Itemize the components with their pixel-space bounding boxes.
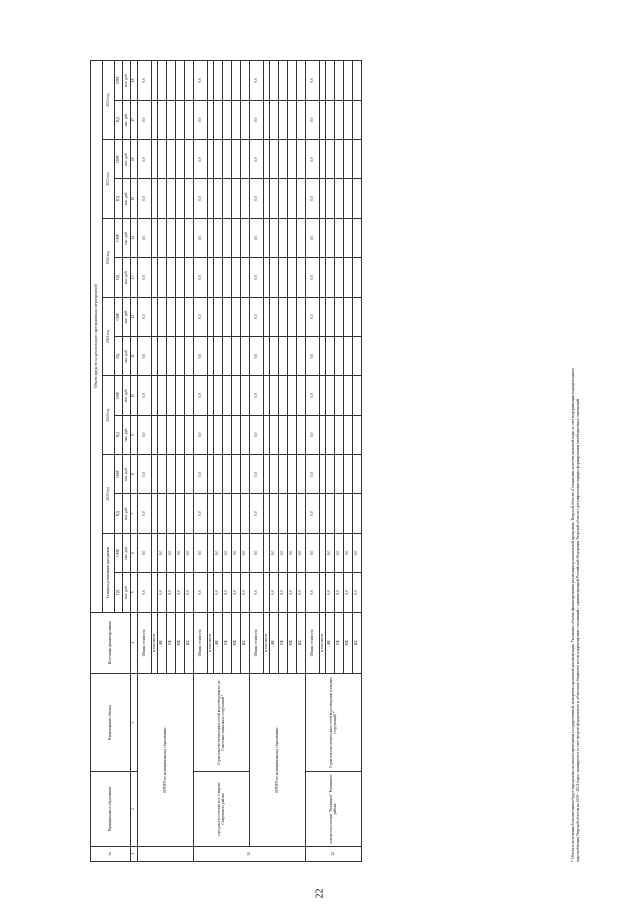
- col-number: 14: [131, 218, 138, 257]
- col-number: 4: [131, 612, 138, 673]
- value-cell: 0,0: [194, 297, 208, 336]
- col-number: 11: [131, 336, 138, 375]
- value-cell: 0,0: [306, 415, 320, 454]
- value-cell: 0,0: [194, 140, 208, 179]
- value-cell: 0,0: [250, 573, 264, 612]
- value-cell: 0,0: [194, 336, 208, 375]
- pd-header: ПД: [115, 573, 123, 612]
- source-vb: ВБ: [353, 612, 362, 673]
- col-number: 15: [131, 179, 138, 218]
- object-name: Строительство пешеходных сетей водоотведения (сельских сооружений) *: [306, 673, 362, 771]
- value-cell: 0,0: [138, 376, 152, 415]
- year-2022-header: 2022 год: [103, 218, 115, 297]
- unit-header: тыс. руб.: [123, 494, 131, 533]
- value-cell: 0,0: [194, 533, 208, 572]
- value-cell: 0,0: [306, 297, 320, 336]
- unit-header: тыс. руб.: [123, 533, 131, 572]
- col-number: 16: [131, 140, 138, 179]
- source-vb: ВБ: [185, 612, 194, 673]
- value-cell: 0,0: [138, 140, 152, 179]
- value-cell: 0,0: [250, 336, 264, 375]
- value-cell: 0,0: [250, 218, 264, 257]
- col-number: 9: [131, 415, 138, 454]
- col-number: 18: [131, 61, 138, 101]
- value-cell: 0,0: [158, 533, 167, 572]
- source-ob: ОБ: [223, 612, 232, 673]
- value-cell: 0,0: [167, 573, 176, 612]
- value-cell: 0,0: [185, 533, 194, 572]
- pd-header: ПД: [115, 258, 123, 297]
- value-cell: 0,0: [194, 61, 208, 101]
- col-number: 7: [131, 494, 138, 533]
- value-cell: 0,0: [270, 573, 279, 612]
- value-cell: 0,0: [138, 336, 152, 375]
- col-number: 10: [131, 376, 138, 415]
- value-cell: 0,0: [241, 573, 250, 612]
- source-fb: ФБ: [326, 612, 335, 673]
- col-source-header: Источники финансирования: [91, 612, 131, 673]
- value-cell: 0,0: [138, 494, 152, 533]
- incl-label: в том числе: [264, 612, 270, 673]
- value-cell: 0,0: [232, 533, 241, 572]
- itogo-mo-label: ИТОГО по муниципальному образованию:: [138, 673, 194, 846]
- value-cell: 0,0: [138, 415, 152, 454]
- value-cell: 0,0: [288, 573, 297, 612]
- value-cell: 0,0: [335, 573, 344, 612]
- value-cell: 0,0: [250, 258, 264, 297]
- year-2020-header: 2020 год: [103, 376, 115, 455]
- value-cell: 0,0: [306, 455, 320, 494]
- value-cell: 0,0: [194, 573, 208, 612]
- col-number: 5: [131, 573, 138, 612]
- value-cell: 0,0: [138, 218, 152, 257]
- unit-header: тыс. руб.: [123, 455, 131, 494]
- value-cell: 0,0: [158, 573, 167, 612]
- smr-header: СМР: [115, 376, 123, 415]
- municipality-name: городское поселение пос. Спирово Спировского района: [194, 772, 250, 846]
- value-cell: 0,0: [194, 179, 208, 218]
- value-cell: 0,0: [279, 533, 288, 572]
- source-ob: ОБ: [279, 612, 288, 673]
- value-cell: 0,0: [250, 61, 264, 101]
- smr-header: СМР: [115, 140, 123, 179]
- smr-header: СМР: [115, 455, 123, 494]
- unit-header: тыс. руб.: [123, 140, 131, 179]
- value-cell: 0,0: [138, 533, 152, 572]
- value-cell: 0,0: [344, 573, 353, 612]
- footnote: [571, 60, 581, 862]
- smr-header: СМР: [115, 218, 123, 257]
- pd-header: ПД: [115, 336, 123, 375]
- value-cell: 0,0: [223, 573, 232, 612]
- value-cell: 0,0: [232, 573, 241, 612]
- unit-header: тыс. руб.: [123, 336, 131, 375]
- program-table: [90, 60, 362, 862]
- itogo-mo-label: ИТОГО по муниципальному образованию:: [250, 673, 306, 846]
- source-mb: МБ: [344, 612, 353, 673]
- value-cell: 0,0: [138, 455, 152, 494]
- value-cell: 0,0: [185, 573, 194, 612]
- value-cell: 0,0: [250, 494, 264, 533]
- source-mb: МБ: [288, 612, 297, 673]
- value-cell: 0,0: [353, 573, 362, 612]
- smr-header: СМР: [115, 61, 123, 101]
- value-cell: 0,0: [167, 533, 176, 572]
- year-2021-header: 2021 год: [103, 297, 115, 376]
- value-cell: 0,0: [138, 100, 152, 139]
- rotated-table-area: [90, 60, 610, 862]
- value-cell: 0,0: [250, 297, 264, 336]
- value-cell: 0,0: [288, 533, 297, 572]
- year-2019-header: 2019 год: [103, 455, 115, 534]
- value-cell: 0,0: [241, 533, 250, 572]
- value-cell: 0,0: [223, 533, 232, 572]
- value-cell: 0,0: [306, 494, 320, 533]
- row-num: 11: [194, 846, 306, 861]
- incl-label: в том числе: [208, 612, 214, 673]
- value-cell: 0,0: [297, 573, 306, 612]
- total-title-header: Объем средств на реализацию программных мероприятий: [91, 61, 103, 613]
- pd-header: ПД: [115, 100, 123, 139]
- col-municipality-header: Муниципальное образование: [91, 772, 131, 846]
- value-cell: 0,0: [344, 533, 353, 572]
- col-number: 1: [131, 846, 138, 861]
- source-fb: ФБ: [270, 612, 279, 673]
- value-cell: 0,0: [214, 533, 223, 572]
- source-fb: ФБ: [158, 612, 167, 673]
- col-number: 13: [131, 258, 138, 297]
- smr-header: СМР: [115, 533, 123, 572]
- unit-header: тыс. руб.: [123, 100, 131, 139]
- value-cell: 0,0: [250, 376, 264, 415]
- value-cell: 0,0: [306, 573, 320, 612]
- footnote-line: водоснабжения Тверской области на 2019 - 2024 годы» планируется за счет средств федерального и областного бюджетов после корректировки соглашений с администрацией Российской Федерации Тверской области о регулировании порядка формирования межбюджетных отношений: [576, 399, 581, 862]
- value-cell: 0,0: [306, 533, 320, 572]
- smr-header: СМР: [115, 297, 123, 336]
- source-mb: МБ: [176, 612, 185, 673]
- source-vb: ВБ: [297, 612, 306, 673]
- value-cell: 0,0: [176, 533, 185, 572]
- value-cell: 0,0: [214, 573, 223, 612]
- source-fb: ФБ: [214, 612, 223, 673]
- pd-header: ПД: [115, 415, 123, 454]
- value-cell: 0,0: [138, 179, 152, 218]
- total-cost-label: Общая стоимость: [194, 612, 208, 673]
- row-num: [138, 846, 194, 861]
- value-cell: 0,0: [250, 100, 264, 139]
- value-cell: 0,0: [194, 100, 208, 139]
- unit-header: тыс. руб.: [123, 573, 131, 612]
- value-cell: 0,0: [138, 573, 152, 612]
- year-2023-header: 2023 год: [103, 140, 115, 219]
- group-program-header: За период реализации программы: [103, 533, 115, 612]
- source-ob: ОБ: [335, 612, 344, 673]
- value-cell: 0,0: [297, 533, 306, 572]
- incl-label: в том числе: [320, 612, 326, 673]
- value-cell: 0,0: [326, 533, 335, 572]
- value-cell: 0,0: [306, 258, 320, 297]
- value-cell: 0,0: [353, 533, 362, 572]
- value-cell: 0,0: [306, 61, 320, 101]
- value-cell: 0,0: [306, 100, 320, 139]
- unit-header: тыс. руб.: [123, 258, 131, 297]
- value-cell: 0,0: [138, 61, 152, 101]
- col-number: 6: [131, 533, 138, 572]
- value-cell: 0,0: [194, 494, 208, 533]
- value-cell: 0,0: [176, 573, 185, 612]
- unit-header: тыс. руб.: [123, 297, 131, 336]
- col-object-header: Наименование объекта: [91, 673, 131, 771]
- incl-label: в том числе: [152, 612, 158, 673]
- source-mb: МБ: [232, 612, 241, 673]
- value-cell: 0,0: [250, 179, 264, 218]
- col-number: 3: [131, 673, 138, 771]
- value-cell: 0,0: [138, 297, 152, 336]
- value-cell: 0,0: [306, 218, 320, 257]
- value-cell: 0,0: [194, 376, 208, 415]
- col-number: 17: [131, 100, 138, 139]
- value-cell: 0,0: [306, 376, 320, 415]
- total-cost-label: Общая стоимость: [138, 612, 152, 673]
- value-cell: 0,0: [194, 258, 208, 297]
- value-cell: 0,0: [279, 573, 288, 612]
- value-cell: 0,0: [250, 455, 264, 494]
- row-num: 12: [306, 846, 362, 861]
- value-cell: 0,0: [306, 140, 320, 179]
- col-number: 8: [131, 455, 138, 494]
- col-num-header: №: [91, 846, 131, 861]
- value-cell: 0,0: [138, 258, 152, 297]
- value-cell: 0,0: [250, 415, 264, 454]
- footnote-line: * Объект в получении Безвозмездным будут определены по итогам проведения государственной экспертизы проектной документации. Указанные объемы финансирования реализации региональной программы Тверской области «Повышение качества питьевой воды за счет модернизации водопроводного: [571, 367, 575, 862]
- value-cell: 0,0: [194, 415, 208, 454]
- source-ob: ОБ: [167, 612, 176, 673]
- value-cell: 0,0: [194, 455, 208, 494]
- source-vb: ВБ: [241, 612, 250, 673]
- value-cell: 0,0: [270, 533, 279, 572]
- page-number: 22: [314, 888, 326, 899]
- value-cell: 0,0: [250, 533, 264, 572]
- value-cell: 0,0: [306, 336, 320, 375]
- object-name: Строительство пешеходных сетей водоотведения по ул. Советская, планочных сооружений *: [194, 673, 250, 771]
- unit-header: тыс. руб.: [123, 415, 131, 454]
- total-cost-label: Общая стоимость: [306, 612, 320, 673]
- pd-header: ПД: [115, 179, 123, 218]
- value-cell: 0,0: [326, 573, 335, 612]
- value-cell: 0,0: [335, 533, 344, 572]
- unit-header: тыс. руб.: [123, 218, 131, 257]
- unit-header: тыс. руб.: [123, 179, 131, 218]
- col-number: 2: [131, 772, 138, 846]
- total-cost-label: Общая стоимость: [250, 612, 264, 673]
- col-number: 12: [131, 297, 138, 336]
- unit-header: тыс. руб.: [123, 61, 131, 101]
- municipality-name: сельское поселение "Ружинское" Ружинского района: [306, 772, 362, 846]
- value-cell: 0,0: [194, 218, 208, 257]
- value-cell: 0,0: [250, 140, 264, 179]
- value-cell: 0,0: [306, 179, 320, 218]
- unit-header: тыс. руб.: [123, 376, 131, 415]
- year-2024-header: 2024 год: [103, 61, 115, 140]
- pd-header: ПД: [115, 494, 123, 533]
